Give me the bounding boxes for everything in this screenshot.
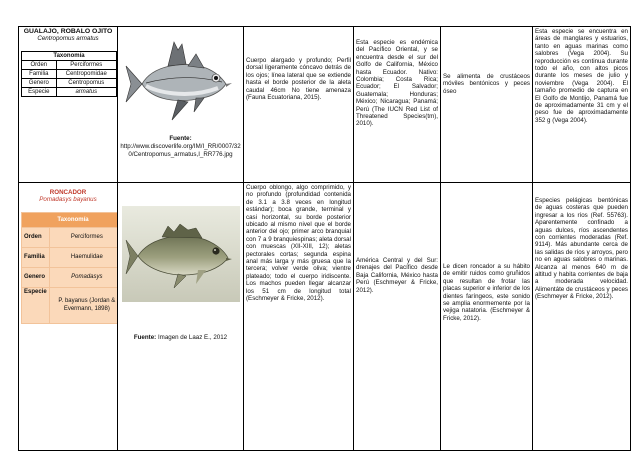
taxonomy-rank: Especie	[22, 87, 57, 96]
diet-cell: Se alimenta de crustáceos móviles bentónicos y peces óseo	[441, 27, 533, 183]
taxonomy-value: Perciformes	[56, 60, 116, 69]
taxonomy-value: P. bayanus (Jordan & Evermann, 1898)	[49, 287, 117, 323]
taxonomy-rank: Orden	[22, 227, 50, 247]
ecology-cell: Esta especie se encuentra en áreas de manglares y estuarios, tanto en aguas marinas como salobres (Vega 2004). Su reproducción es continua durante todo el año, con altos picos durante los meses de julio y noviembre (Vega 2004). El tamaño promedio de captura en El Golfo de Montijo, Panamá fue de aproximadamente 31 cm y el peso fue de aproximadamente 352 g (Vega 2004).	[533, 27, 631, 183]
taxonomy-rank: Genero	[22, 267, 50, 287]
distribution-cell: América Central y del Sur: drenajes del Pacífico desde Baja California, México hasta Perú (Eschmeyer & Fricke, 2012).	[354, 183, 441, 451]
taxonomy-title: Taxonomía	[22, 51, 117, 60]
taxonomy-value: armatus	[56, 87, 116, 96]
taxonomy-title: Taxonomía	[22, 212, 118, 227]
common-name: GUALAJO, ROBALO OJITO	[23, 28, 113, 35]
image-caption	[120, 135, 241, 158]
image-source-label: Fuente:	[133, 334, 157, 342]
image-source-url: http://www.discoverlife.org/IM/I_RR/0007/320/Centropomus_armatus,I_RR776.jpg	[120, 143, 241, 158]
taxonomy-table	[21, 51, 117, 97]
taxonomy-value: Centropomidae	[56, 69, 116, 78]
image-source-label: Fuente:	[169, 135, 192, 143]
taxonomy-value: Pomadasys	[49, 267, 117, 287]
table-row	[19, 183, 631, 451]
image-source-text: Imagen de Laaz E., 2012	[157, 334, 228, 342]
image-cell	[118, 27, 244, 183]
taxonomy-rank: Familia	[22, 69, 57, 78]
taxonomy-rank: Genero	[22, 78, 57, 87]
scientific-name: Centropomus armatus	[37, 35, 99, 43]
description-cell: Cuerpo alargado y profundo; Perfil dorsal ligeramente cóncavo detrás de los ojos; línea lateral que se extiende hasta el borde posterior de la aleta caudal 46cm No tiene amenaza (Fauna Ecuatoriana, 2015).	[244, 27, 354, 183]
fish-photo-snook	[122, 28, 240, 133]
taxonomy-value: Centropomus	[56, 78, 116, 87]
image-cell	[118, 183, 244, 451]
image-caption	[120, 334, 241, 342]
taxonomy-rank: Familia	[22, 247, 50, 267]
ecology-cell: Especies pelágicas bentónicas de aguas costeras que pueden ingresar a los ríos (Ref. 55763). Aparentemente confinado a aguas dulces, ríos ascendentes con corrientes moderadas (Ref. 9114). Más abundante cerca de las salidas de ríos y arroyos, pero no en aguas salobres o marinas. Alcanza al menos 640 m de altitud y habita corrientes de baja a moderada velocidad. Alimentáte de crustáceos y peces (Eschmeyer & Fricke, 2012).	[533, 183, 631, 451]
taxonomy-value: Perciformes	[49, 227, 117, 247]
fish-photo-grunt	[122, 206, 240, 302]
species-name-cell	[19, 183, 118, 451]
diet-cell: Le dicen roncador a su hábito de emitir ruidos como gruñidos que resultan de frotar las placas superior e inferior de los dientes faríngeos, este sonido se amplia enormemente por la vejiga natatoria. (Eschmeyer & Fricke, 2012).	[441, 183, 533, 451]
taxonomy-rank: Especie	[22, 287, 50, 323]
species-table	[18, 26, 631, 451]
taxonomy-rank: Orden	[22, 60, 57, 69]
table-row	[19, 27, 631, 183]
distribution-cell: Esta especie es endémica del Pacífico Oriental, y se encuentra desde el sur del Golfo de California, México hasta Ecuador. Nativo: Colombia; Costa Rica; Ecuador; El Salvador; Guatemala; Honduras; México; Nicaragua; Panamá; Perú (The IUCN Red List of Threatened Species(tm), 2010).	[354, 27, 441, 183]
common-name: RONCADOR	[49, 189, 87, 196]
taxonomy-table	[21, 212, 118, 324]
scientific-name: Pomadasys bayanus	[39, 196, 97, 204]
description-cell: Cuerpo oblongo, algo comprimido, y no profundo (profundidad contenida de 3.1 a 3.8 veces en longitud estándar); boca grande, terminal y casi horizontal, su borde posterior ubicado al mismo nivel que el borde anterior del ojo; primer arco branquial con 7 a 9 branquiespinas; aleta dorsal con muescas (XII-XIII, 12); aletas pectorales cortas; segunda espina anal más larga y más gruesa que la tercera; volver verde oliva; vientre plateado; todo el cuerpo iridiscente. Los machos pueden llegar alcanzar los 51 cm de longitud total (Eschmeyer & Fricke, 2012).	[244, 183, 354, 451]
taxonomy-value: Haemulidae	[49, 247, 117, 267]
species-name-cell	[19, 27, 118, 183]
